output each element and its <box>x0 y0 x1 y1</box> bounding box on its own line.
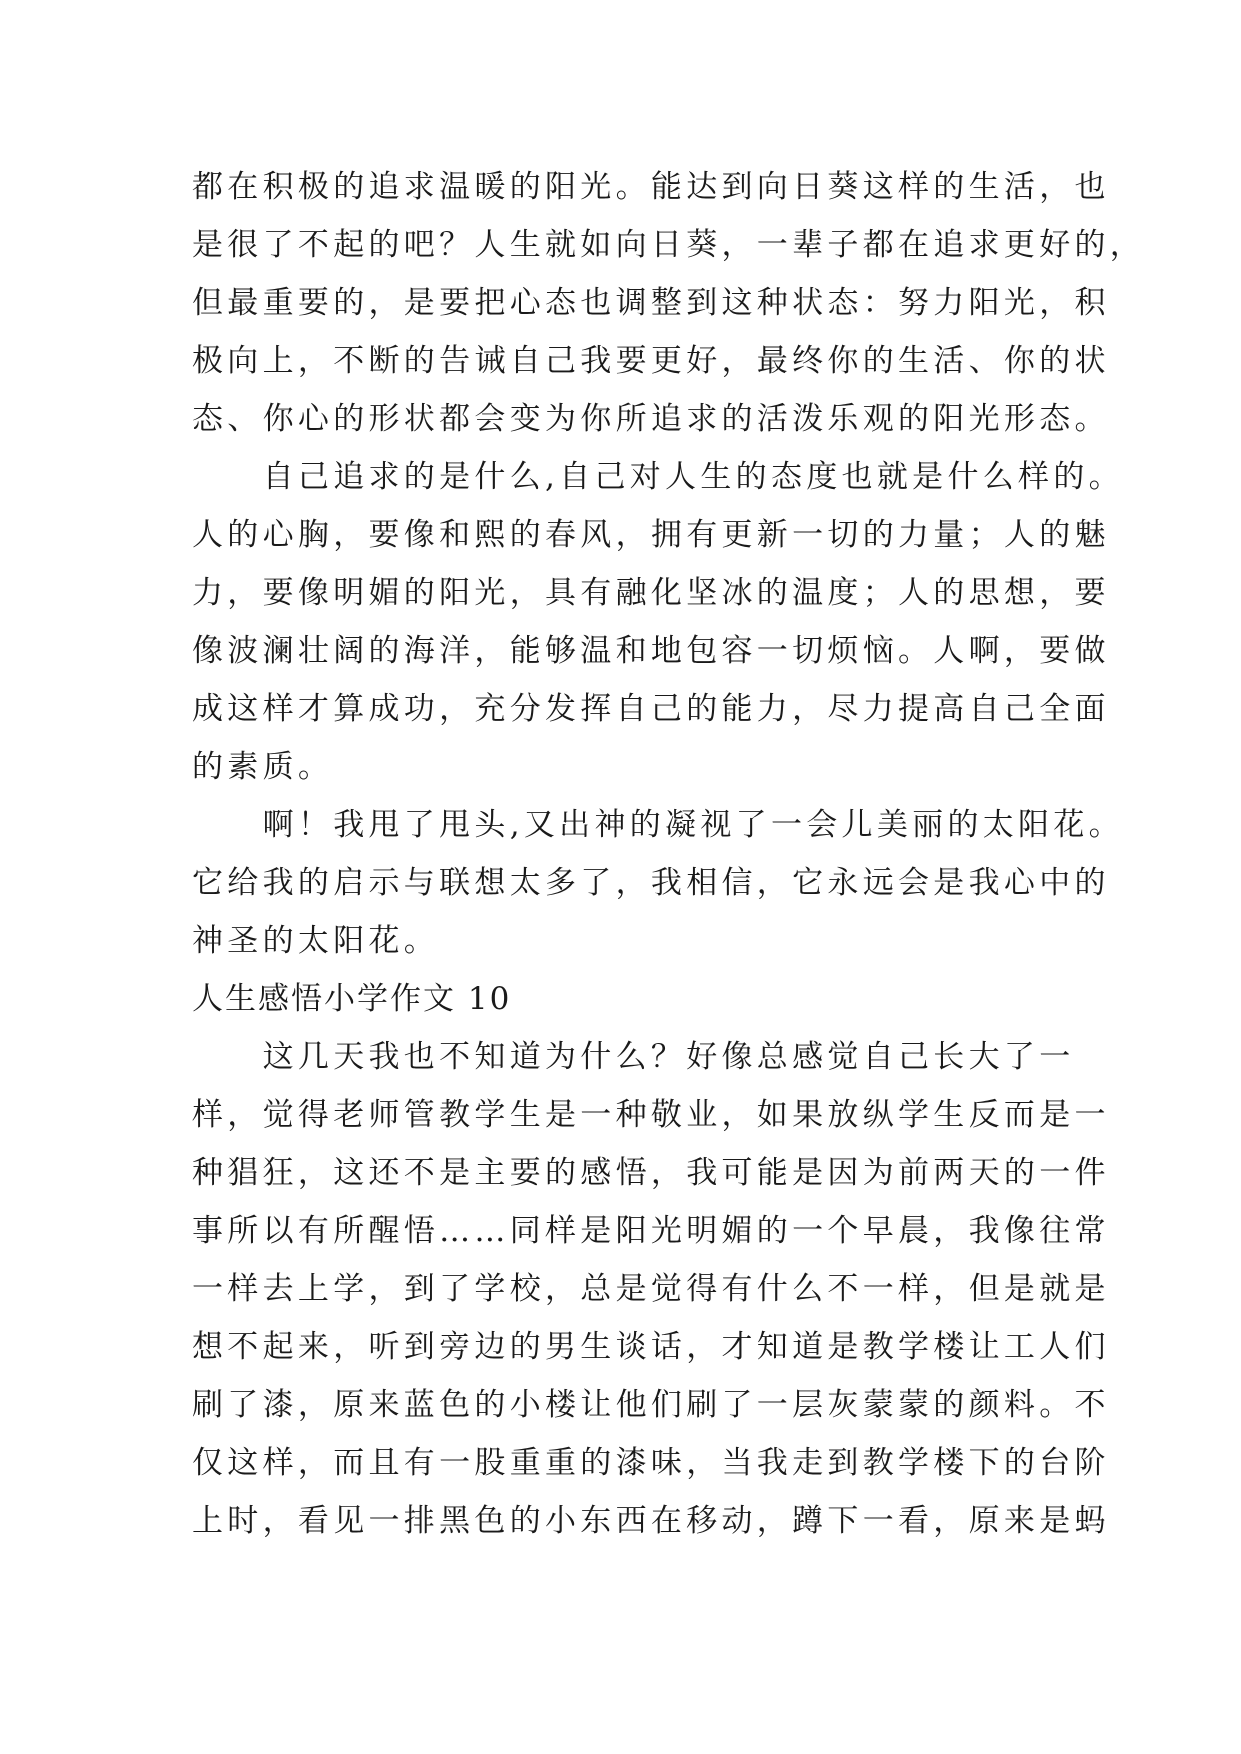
text-line: 自己追求的是什么,自己对人生的态度也就是什么样的。 <box>192 459 1124 495</box>
text-line: 想不起来，听到旁边的男生谈话，才知道是教学楼让工人们 <box>192 1329 1110 1365</box>
text-line: 一样去上学，到了学校，总是觉得有什么不一样，但是就是 <box>192 1271 1110 1307</box>
text-line: 仅这样，而且有一股重重的漆味，当我走到教学楼下的台阶 <box>192 1445 1110 1481</box>
section-heading: 人生感悟小学作文 10 <box>192 981 512 1017</box>
text-line: 这几天我也不知道为什么？好像总感觉自己长大了一 <box>192 1039 1075 1075</box>
text-line: 是很了不起的吧？人生就如向日葵，一辈子都在追求更好的， <box>192 227 1146 263</box>
text-line: 事所以有所醒悟……同样是阳光明媚的一个早晨，我像往常 <box>192 1213 1110 1249</box>
document-body <box>192 158 1146 1550</box>
text-line: 它给我的启示与联想太多了，我相信，它永远会是我心中的 <box>192 865 1110 901</box>
text-line: 像波澜壮阔的海洋，能够温和地包容一切烦恼。人啊，要做 <box>192 633 1110 669</box>
text-line: 极向上，不断的告诫自己我要更好，最终你的生活、你的状 <box>192 343 1110 379</box>
text-line: 样，觉得老师管教学生是一种敬业，如果放纵学生反而是一 <box>192 1097 1110 1133</box>
text-line: 成这样才算成功，充分发挥自己的能力，尽力提高自己全面 <box>192 691 1110 727</box>
text-line: 啊！我甩了甩头,又出神的凝视了一会儿美丽的太阳花。 <box>192 807 1124 843</box>
text-line: 的素质。 <box>192 749 334 785</box>
text-line: 态、你心的形状都会变为你所追求的活泼乐观的阳光形态。 <box>192 401 1110 437</box>
text-line: 人的心胸，要像和熙的春风，拥有更新一切的力量；人的魅 <box>192 517 1110 553</box>
text-line: 神圣的太阳花。 <box>192 923 440 959</box>
text-line: 但最重要的，是要把心态也调整到这种状态：努力阳光，积 <box>192 285 1110 321</box>
text-line: 都在积极的追求温暖的阳光。能达到向日葵这样的生活，也 <box>192 169 1110 205</box>
text-line: 上时，看见一排黑色的小东西在移动，蹲下一看，原来是蚂 <box>192 1503 1110 1539</box>
text-line: 力，要像明媚的阳光，具有融化坚冰的温度；人的思想，要 <box>192 575 1110 611</box>
text-line: 种猖狂，这还不是主要的感悟，我可能是因为前两天的一件 <box>192 1155 1110 1191</box>
text-line: 刷了漆，原来蓝色的小楼让他们刷了一层灰蒙蒙的颜料。不 <box>192 1387 1110 1423</box>
